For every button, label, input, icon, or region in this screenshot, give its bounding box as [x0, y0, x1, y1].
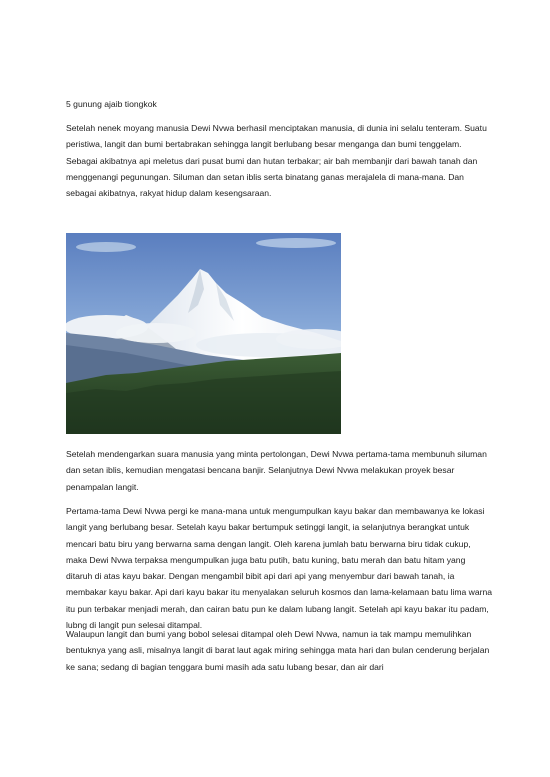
- paragraph-1: Setelah nenek moyang manusia Dewi Nvwa berhasil menciptakan manusia, di dunia ini selalu tenteram. Suatu peristiwa, langit dan bumi bertabrakan sehingga langit berlubang besar menganga dan bumi tenggelam. Sebagai akibatnya api meletus dari pusat bumi dan hutan terbakar; air bah membanjir dari bawah tanah dan menggenangi pegunungan. Siluman dan setan iblis serta binatang ganas merajalela di mana-mana. Dan sebagai akibatnya, rakyat hidup dalam kesengsaraan.: [66, 123, 487, 199]
- mountain-photo: [66, 233, 341, 434]
- paragraph-3: Pertama-tama Dewi Nvwa pergi ke mana-mana untuk mengumpulkan kayu bakar dan membawanya ke lokasi langit yang berlubang besar. Setelah kayu bakar bertumpuk setinggi langit, ia selanjutnya berangkat untuk mencari batu biru yang berwarna sama dengan langit. Oleh karena jumlah batu berwarna biru tidak cukup, maka Dewi Nvwa terpaksa mengumpulkan juga batu putih, batu kuning, batu merah dan batu hitam yang ditaruh di atas kayu bakar. Dengan mengambil bibit api dari api yang menyembur dari bawah tanah, ia membakar kayu bakar. Api dari kayu bakar itu menyalakan seluruh kosmos dan lama-kelamaan batu lima warna itu pun terbakar menjadi merah, dan cairan batu pun ke dalam lubang langit. Setelah api kayu bakar itu padam, lubng di langit pun selesai ditampal.: [66, 506, 493, 631]
- paragraph-2: Setelah mendengarkan suara manusia yang minta pertolongan, Dewi Nvwa pertama-tama membunuh siluman dan setan iblis, kemudian mengatasi bencana banjir. Selanjutnya Dewi Nvwa melakukan proyek besar penampalan langit.: [66, 449, 487, 492]
- paragraph-4: Walaupun langit dan bumi yang bobol selesai ditampal oleh Dewi Nvwa, namun ia tak mampu memulihkan bentuknya yang asli, misalnya langit di barat laut agak miring sehingga mata hari dan bulan cenderung berjalan ke sana; sedang di bagian tenggara bumi masih ada satu lubang besar, dan air dari: [66, 629, 490, 672]
- document-title: 5 gunung ajaib tiongkok: [66, 99, 157, 109]
